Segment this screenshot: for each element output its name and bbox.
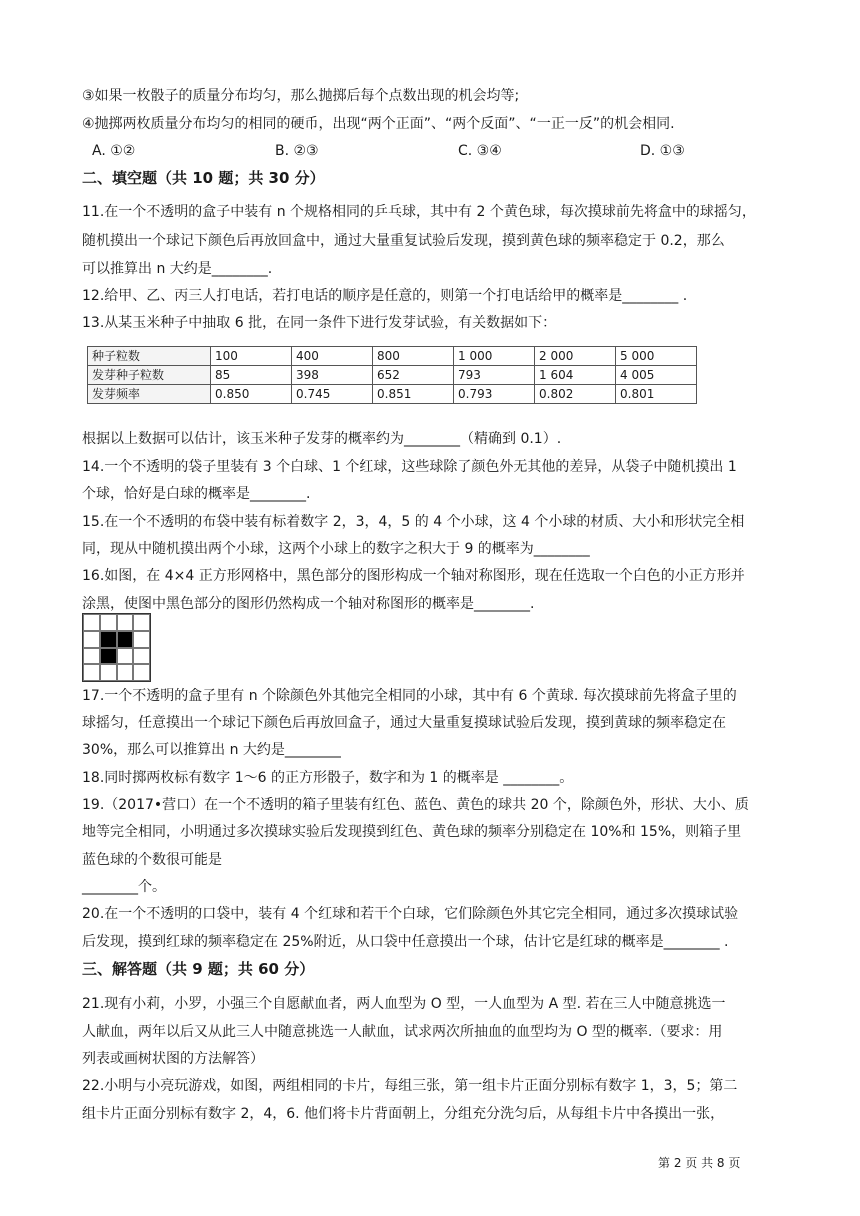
choice-b: B. ②③ [275, 143, 319, 159]
option-statement-3: ③如果一枚骰子的质量分布均匀，那么抛掷后每个点数出现的机会均等; [82, 88, 520, 104]
grid-cell [133, 664, 150, 681]
q19-line-2: 地等完全相同，小明通过多次摸球实验后发现摸到红色、黄色球的频率分别稳定在 10%和 15%，则箱子里 [82, 824, 742, 840]
grid-cell [133, 614, 150, 631]
page-number-footer: 第 2 页 共 8 页 [658, 1156, 741, 1170]
q19-line-4: ________个。 [82, 879, 166, 895]
section-2-heading: 二、填空题（共 10 题；共 30 分） [82, 169, 325, 187]
table-cell: 85 [211, 366, 292, 385]
q22-line-1: 22.小明与小亮玩游戏，如图，两组相同的卡片，每组三张，第一组卡片正面分别标有数字 1，3，5；第二 [82, 1078, 738, 1094]
table-cell: 发芽种子粒数 [88, 366, 211, 385]
q15-line-1: 15.在一个不透明的布袋中装有标着数字 2，3，4，5 的 4 个小球，这 4 个小球的材质、大小和形状完全相 [82, 514, 745, 530]
grid-cell [83, 631, 100, 648]
table-cell: 1 000 [454, 347, 535, 366]
table-row [88, 385, 697, 404]
table-cell: 0.802 [535, 385, 616, 404]
table-cell: 2 000 [535, 347, 616, 366]
q21-line-2: 人献血，两年以后又从此三人中随意挑选一人献血，试求两次所抽血的血型均为 O 型的概率.（要求：用 [82, 1024, 723, 1040]
table-cell: 4 005 [616, 366, 697, 385]
q11-line-1: 11.在一个不透明的盒子中装有 n 个规格相同的乒乓球，其中有 2 个黄色球，每次摸球前先将盒中的球摇匀， [82, 204, 756, 220]
choice-a: A. ①② [92, 143, 136, 159]
grid-cell [117, 648, 134, 665]
table-cell: 发芽频率 [88, 385, 211, 404]
table-row [88, 347, 697, 366]
grid-cell [83, 648, 100, 665]
grid-cell [83, 614, 100, 631]
table-cell: 0.745 [292, 385, 373, 404]
table-cell: 652 [373, 366, 454, 385]
q14-line-2: 个球，恰好是白球的概率是________. [82, 486, 311, 502]
q18: 18.同时掷两枚标有数字 1～6 的正方形骰子，数字和为 1 的概率是 ________。 [82, 770, 574, 786]
q11-line-3: 可以推算出 n 大约是________. [82, 261, 273, 277]
q16-grid-figure [82, 613, 151, 682]
grid-cell-black [100, 648, 117, 665]
option-statement-4: ④抛掷两枚质量分布均匀的相同的硬币，出现“两个正面”、“两个反面”、“一正一反”的机会相同. [82, 116, 675, 132]
table-cell: 0.801 [616, 385, 697, 404]
q17-line-1: 17.一个不透明的盒子里有 n 个除颜色外其他完全相同的小球，其中有 6 个黄球. 每次摸球前先将盒子里的 [82, 688, 737, 704]
q11-line-2: 随机摸出一个球记下颜色后再放回盒中，通过大量重复试验后发现，摸到黄色球的频率稳定于 0.2，那么 [82, 233, 725, 249]
grid-cell-black [100, 631, 117, 648]
q14-line-1: 14.一个不透明的袋子里装有 3 个白球、1 个红球，这些球除了颜色外无其他的差异，从袋子中随机摸出 1 [82, 459, 737, 475]
table-cell: 1 604 [535, 366, 616, 385]
q21-line-3: 列表或画树状图的方法解答） [82, 1051, 264, 1067]
table-cell: 种子粒数 [88, 347, 211, 366]
table-cell: 793 [454, 366, 535, 385]
section-3-heading: 三、解答题（共 9 题；共 60 分） [82, 960, 315, 978]
table-cell: 0.850 [211, 385, 292, 404]
q21-line-1: 21.现有小莉，小罗，小强三个自愿献血者，两人血型为 O 型，一人血型为 A 型. 若在三人中随意挑选一 [82, 996, 726, 1012]
grid-cell-black [117, 631, 134, 648]
grid-cell [117, 664, 134, 681]
grid-cell [83, 664, 100, 681]
q12: 12.给甲、乙、丙三人打电话，若打电话的顺序是任意的，则第一个打电话给甲的概率是________ . [82, 288, 688, 304]
table-row [88, 366, 697, 385]
q16-line-2: 涂黑，使图中黑色部分的图形仍然构成一个轴对称图形的概率是________. [82, 596, 535, 612]
q16-line-1: 16.如图，在 4×4 正方形网格中，黑色部分的图形构成一个轴对称图形，现在任选取一个白色的小正方形并 [82, 568, 745, 584]
q20-line-1: 20.在一个不透明的口袋中，装有 4 个红球和若干个白球，它们除颜色外其它完全相同，通过多次摸球试验 [82, 906, 739, 922]
grid-cell [100, 664, 117, 681]
q15-line-2: 同，现从中随机摸出两个小球，这两个小球上的数字之积大于 9 的概率为________ [82, 541, 590, 557]
q20-line-2: 后发现，摸到红球的频率稳定在 25%附近，从口袋中任意摸出一个球，估计它是红球的概率是________ . [82, 934, 729, 950]
table-cell: 0.851 [373, 385, 454, 404]
q13: 13.从某玉米种子中抽取 6 批，在同一条件下进行发芽试验，有关数据如下： [82, 315, 557, 331]
grid-cell [100, 614, 117, 631]
table-cell: 0.793 [454, 385, 535, 404]
choice-c: C. ③④ [458, 143, 502, 159]
table-cell: 100 [211, 347, 292, 366]
grid-cell [133, 631, 150, 648]
q19-line-3: 蓝色球的个数很可能是 [82, 852, 222, 868]
grid-cell [133, 648, 150, 665]
table-cell: 400 [292, 347, 373, 366]
table-cell: 5 000 [616, 347, 697, 366]
q13-followup: 根据以上数据可以估计，该玉米种子发芽的概率约为________（精确到 0.1）. [82, 431, 562, 447]
grid-cell [117, 614, 134, 631]
table-cell: 800 [373, 347, 454, 366]
table-cell: 398 [292, 366, 373, 385]
q19-line-1: 19.（2017•营口）在一个不透明的箱子里装有红色、蓝色、黄色的球共 20 个，除颜色外，形状、大小、质 [82, 797, 749, 813]
q17-line-3: 30%，那么可以推算出 n 大约是________ [82, 742, 341, 758]
choice-d: D. ①③ [640, 143, 685, 159]
q17-line-2: 球摇匀，任意摸出一个球记下颜色后再放回盒子，通过大量重复摸球试验后发现，摸到黄球的频率稳定在 [82, 715, 726, 731]
germination-table [87, 346, 697, 404]
q22-line-2: 组卡片正面分别标有数字 2，4，6. 他们将卡片背面朝上，分组充分洗匀后，从每组卡片中各摸出一张， [82, 1106, 725, 1122]
